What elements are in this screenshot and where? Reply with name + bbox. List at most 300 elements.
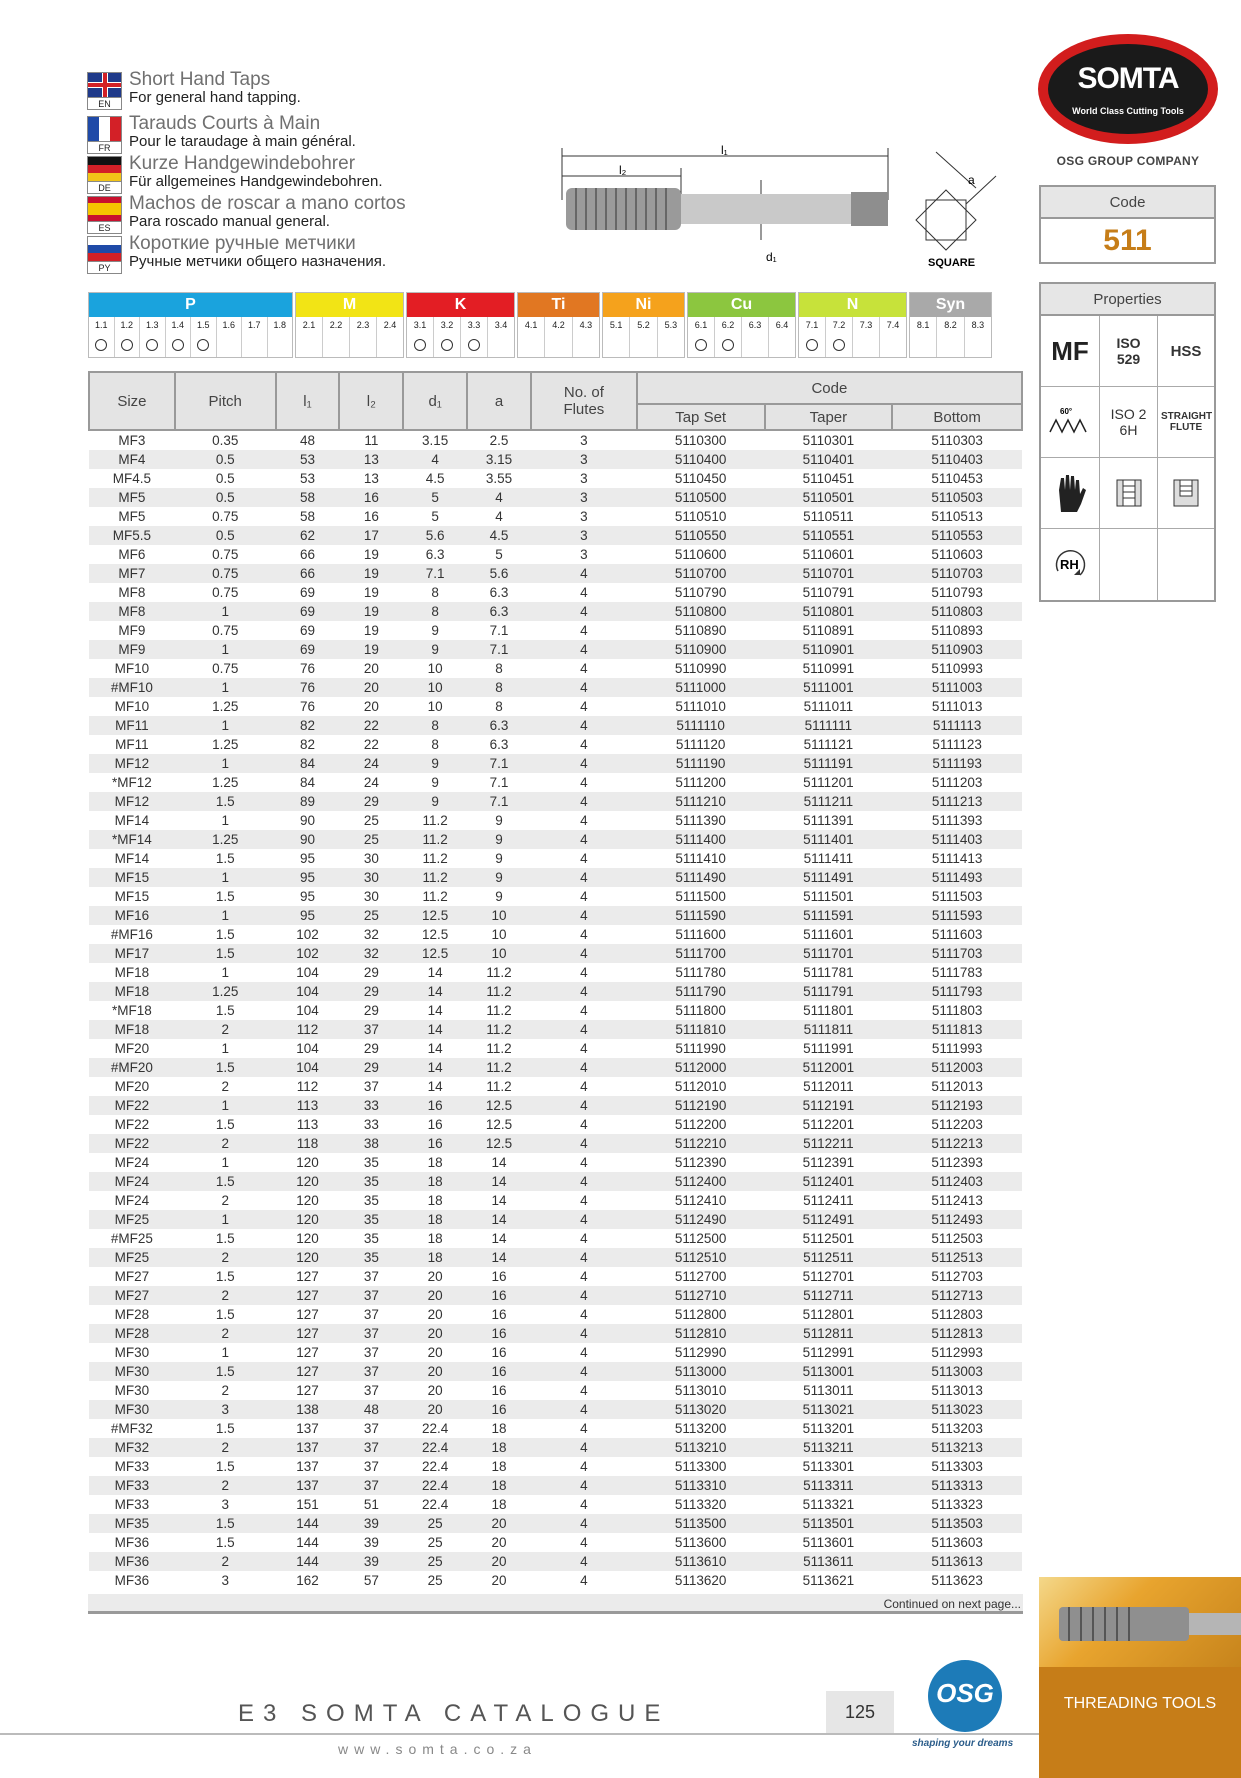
- cell-flutes: 4: [531, 1571, 637, 1590]
- cell-taper: 5111591: [765, 906, 893, 925]
- cell-bottom: 5113603: [892, 1533, 1022, 1552]
- cell-a: 12.5: [467, 1134, 531, 1153]
- cell-l2: 37: [339, 1020, 403, 1039]
- cell-flutes: 4: [531, 887, 637, 906]
- lang-subtitle: Ручные метчики общего назначения.: [129, 253, 387, 270]
- cell-tap-set: 5113320: [637, 1495, 765, 1514]
- cell-a: 12.5: [467, 1115, 531, 1134]
- cell-l1: 113: [276, 1096, 340, 1115]
- lang-subtitle: Para roscado manual general.: [129, 213, 330, 230]
- cell-taper: 5111111: [765, 716, 893, 735]
- cell-d1: 9: [403, 621, 467, 640]
- cell-bottom: 5111793: [892, 982, 1022, 1001]
- cell-size: MF12: [89, 754, 175, 773]
- cell-pitch: 1: [175, 602, 276, 621]
- cell-l2: 19: [339, 545, 403, 564]
- material-subgroup: 1.8: [273, 320, 286, 330]
- cell-pitch: 1.5: [175, 792, 276, 811]
- cell-flutes: 4: [531, 621, 637, 640]
- cell-l2: 37: [339, 1438, 403, 1457]
- cell-pitch: 1.5: [175, 1229, 276, 1248]
- cell-pitch: 1.5: [175, 1514, 276, 1533]
- table-row: [89, 1229, 1022, 1248]
- cell-l1: 76: [276, 678, 340, 697]
- cell-tap-set: 5113010: [637, 1381, 765, 1400]
- cell-taper: 5111401: [765, 830, 893, 849]
- cell-a: 16: [467, 1362, 531, 1381]
- table-row: [89, 1495, 1022, 1514]
- cell-flutes: 4: [531, 963, 637, 982]
- material-subgroup: 6.4: [775, 320, 789, 330]
- table-row: [89, 1172, 1022, 1191]
- cell-taper: 5112701: [765, 1267, 893, 1286]
- section-label: THREADING TOOLS: [1039, 1667, 1241, 1778]
- cell-taper: 5110511: [765, 507, 893, 526]
- cell-flutes: 4: [531, 1001, 637, 1020]
- cell-size: MF36: [89, 1571, 175, 1590]
- cell-a: 16: [467, 1267, 531, 1286]
- table-row: [89, 906, 1022, 925]
- material-subgroup: 1.2: [115, 317, 141, 357]
- cell-l2: 37: [339, 1343, 403, 1362]
- cell-l2: 37: [339, 1362, 403, 1381]
- cell-l1: 120: [276, 1172, 340, 1191]
- cell-a: 8: [467, 697, 531, 716]
- cell-l1: 66: [276, 564, 340, 583]
- cell-pitch: 1.5: [175, 1115, 276, 1134]
- cell-size: MF8: [89, 583, 175, 602]
- cell-bottom: 5111193: [892, 754, 1022, 773]
- cell-tap-set: 5110600: [637, 545, 765, 564]
- cell-taper: 5111121: [765, 735, 893, 754]
- lang-title: Tarauds Courts à Main: [129, 113, 321, 134]
- cell-pitch: 1.5: [175, 925, 276, 944]
- cell-bottom: 5112413: [892, 1191, 1022, 1210]
- cell-l1: 69: [276, 602, 340, 621]
- cell-bottom: 5110703: [892, 564, 1022, 583]
- cell-tap-set: 5112490: [637, 1210, 765, 1229]
- table-row: [89, 1324, 1022, 1343]
- table-row: [89, 621, 1022, 640]
- prop-mf: MF: [1041, 316, 1100, 387]
- cell-tap-set: 5110800: [637, 602, 765, 621]
- lang-code: FR: [88, 141, 121, 153]
- cell-flutes: 4: [531, 1381, 637, 1400]
- cell-flutes: 4: [531, 1476, 637, 1495]
- cell-bottom: 5110503: [892, 488, 1022, 507]
- table-row: [89, 1001, 1022, 1020]
- cell-pitch: 0.75: [175, 659, 276, 678]
- cell-tap-set: 5110510: [637, 507, 765, 526]
- cell-pitch: 1: [175, 963, 276, 982]
- cell-tap-set: 5112210: [637, 1134, 765, 1153]
- cell-a: 11.2: [467, 1058, 531, 1077]
- cell-l2: 29: [339, 1001, 403, 1020]
- suitable-circle-icon: [95, 339, 107, 351]
- cell-taper: 5113201: [765, 1419, 893, 1438]
- cell-d1: 16: [403, 1134, 467, 1153]
- osg-group-label: OSG GROUP COMPANY: [1056, 154, 1200, 168]
- cell-size: MF30: [89, 1381, 175, 1400]
- cell-flutes: 4: [531, 1438, 637, 1457]
- product-table: [88, 371, 1023, 1590]
- cell-a: 7.1: [467, 792, 531, 811]
- cell-taper: 5112511: [765, 1248, 893, 1267]
- cell-flutes: 3: [531, 430, 637, 450]
- cell-pitch: 1.5: [175, 1419, 276, 1438]
- cell-a: 16: [467, 1343, 531, 1362]
- cell-l2: 37: [339, 1324, 403, 1343]
- brand-tagline: World Class Cutting Tools: [1072, 106, 1184, 116]
- cell-size: MF14: [89, 811, 175, 830]
- table-row: [89, 830, 1022, 849]
- cell-l2: 29: [339, 982, 403, 1001]
- cell-a: 9: [467, 887, 531, 906]
- cell-d1: 22.4: [403, 1457, 467, 1476]
- prop-straight-flute: STRAIGHT FLUTE: [1158, 387, 1214, 458]
- cell-bottom: 5110603: [892, 545, 1022, 564]
- cell-l1: 84: [276, 754, 340, 773]
- prop-iso529: ISO 529: [1100, 316, 1158, 387]
- cell-taper: 5110991: [765, 659, 893, 678]
- table-row: [89, 450, 1022, 469]
- cell-pitch: 0.5: [175, 526, 276, 545]
- cell-a: 18: [467, 1438, 531, 1457]
- cell-size: MF4.5: [89, 469, 175, 488]
- cell-a: 10: [467, 906, 531, 925]
- cell-flutes: 4: [531, 640, 637, 659]
- cell-l1: 144: [276, 1552, 340, 1571]
- cell-size: MF28: [89, 1305, 175, 1324]
- table-row: [89, 1381, 1022, 1400]
- cell-tap-set: 5111790: [637, 982, 765, 1001]
- cell-size: *MF18: [89, 1001, 175, 1020]
- cell-l1: 151: [276, 1495, 340, 1514]
- svg-text:RH: RH: [1060, 556, 1079, 572]
- suitable-circle-icon: [414, 339, 426, 351]
- cell-size: MF33: [89, 1457, 175, 1476]
- cell-d1: 14: [403, 1039, 467, 1058]
- cell-a: 4.5: [467, 526, 531, 545]
- cell-size: MF36: [89, 1552, 175, 1571]
- cell-tap-set: 5111200: [637, 773, 765, 792]
- cell-pitch: 2: [175, 1552, 276, 1571]
- cell-flutes: 4: [531, 735, 637, 754]
- cell-size: #MF32: [89, 1419, 175, 1438]
- cell-tap-set: 5110300: [637, 430, 765, 450]
- cell-d1: 22.4: [403, 1476, 467, 1495]
- cell-flutes: 4: [531, 1039, 637, 1058]
- cell-size: MF36: [89, 1533, 175, 1552]
- cell-a: 6.3: [467, 716, 531, 735]
- cell-bottom: 5112493: [892, 1210, 1022, 1229]
- material-subgroup: 1.1: [89, 317, 115, 357]
- cell-tap-set: 5112000: [637, 1058, 765, 1077]
- table-row: [89, 697, 1022, 716]
- cell-tap-set: 5112390: [637, 1153, 765, 1172]
- table-row: [89, 1058, 1022, 1077]
- cell-flutes: 4: [531, 1305, 637, 1324]
- cell-tap-set: 5111390: [637, 811, 765, 830]
- cell-l1: 62: [276, 526, 340, 545]
- cell-flutes: 4: [531, 1419, 637, 1438]
- cell-tap-set: 5111700: [637, 944, 765, 963]
- material-subgroup: 2.3: [350, 317, 377, 357]
- cell-a: 3.15: [467, 450, 531, 469]
- table-row: [89, 1552, 1022, 1571]
- cell-a: 7.1: [467, 754, 531, 773]
- cell-tap-set: 5110700: [637, 564, 765, 583]
- cell-tap-set: 5112990: [637, 1343, 765, 1362]
- cell-bottom: 5111013: [892, 697, 1022, 716]
- cell-size: MF20: [89, 1077, 175, 1096]
- cell-l2: 37: [339, 1305, 403, 1324]
- cell-a: 14: [467, 1210, 531, 1229]
- cell-d1: 18: [403, 1172, 467, 1191]
- cell-flutes: 4: [531, 773, 637, 792]
- cell-pitch: 1.25: [175, 830, 276, 849]
- cell-tap-set: 5110500: [637, 488, 765, 507]
- cell-flutes: 4: [531, 697, 637, 716]
- cell-pitch: 2: [175, 1286, 276, 1305]
- table-row: [89, 526, 1022, 545]
- cell-bottom: 5111493: [892, 868, 1022, 887]
- material-subgroup: 2.1: [296, 317, 323, 357]
- cell-l2: 25: [339, 906, 403, 925]
- cell-taper: 5113501: [765, 1514, 893, 1533]
- table-row: [89, 1096, 1022, 1115]
- table-row: [89, 963, 1022, 982]
- cell-taper: 5110501: [765, 488, 893, 507]
- lang-title: Machos de roscar a mano cortos: [129, 193, 406, 214]
- cell-pitch: 1: [175, 678, 276, 697]
- suitable-circle-icon: [833, 339, 845, 351]
- cell-a: 8: [467, 659, 531, 678]
- cell-pitch: 1.25: [175, 773, 276, 792]
- cell-flutes: 4: [531, 1495, 637, 1514]
- footer-divider: [0, 1733, 1040, 1735]
- cell-l1: 69: [276, 621, 340, 640]
- cell-bottom: 5112003: [892, 1058, 1022, 1077]
- cell-taper: 5113211: [765, 1438, 893, 1457]
- cell-pitch: 2: [175, 1020, 276, 1039]
- cell-a: 6.3: [467, 583, 531, 602]
- cell-d1: 8: [403, 583, 467, 602]
- cell-taper: 5111191: [765, 754, 893, 773]
- table-row: [89, 754, 1022, 773]
- cell-d1: 20: [403, 1267, 467, 1286]
- cell-d1: 9: [403, 792, 467, 811]
- cell-l2: 37: [339, 1286, 403, 1305]
- cell-bottom: 5111813: [892, 1020, 1022, 1039]
- cell-pitch: 3: [175, 1400, 276, 1419]
- cell-pitch: 1: [175, 1153, 276, 1172]
- cell-pitch: 1: [175, 1096, 276, 1115]
- cell-d1: 10: [403, 659, 467, 678]
- lang-subtitle: Pour le taraudage à main général.: [129, 133, 356, 150]
- cell-taper: 5112491: [765, 1210, 893, 1229]
- cell-l1: 104: [276, 963, 340, 982]
- cell-flutes: 4: [531, 849, 637, 868]
- cell-flutes: 4: [531, 1400, 637, 1419]
- col-flutes: No. of Flutes: [531, 372, 637, 430]
- table-row: [89, 982, 1022, 1001]
- cell-bottom: 5113203: [892, 1419, 1022, 1438]
- cell-a: 9: [467, 830, 531, 849]
- cell-l1: 66: [276, 545, 340, 564]
- cell-l1: 69: [276, 640, 340, 659]
- cell-taper: 5112001: [765, 1058, 893, 1077]
- cell-l1: 104: [276, 1058, 340, 1077]
- cell-size: MF14: [89, 849, 175, 868]
- cell-flutes: 4: [531, 564, 637, 583]
- cell-flutes: 4: [531, 792, 637, 811]
- cell-l2: 11: [339, 430, 403, 450]
- cell-tap-set: 5111000: [637, 678, 765, 697]
- cell-size: MF9: [89, 640, 175, 659]
- material-group-label: N: [799, 293, 906, 317]
- cell-taper: 5113001: [765, 1362, 893, 1381]
- material-group-label: K: [407, 293, 514, 317]
- cell-flutes: 4: [531, 811, 637, 830]
- cell-a: 14: [467, 1229, 531, 1248]
- cell-pitch: 1: [175, 1343, 276, 1362]
- table-row: [89, 1438, 1022, 1457]
- table-row: [89, 925, 1022, 944]
- lang-subtitle: Für allgemeines Handgewindebohren.: [129, 173, 383, 190]
- col-pitch: Pitch: [175, 372, 276, 430]
- cell-a: 5.6: [467, 564, 531, 583]
- cell-size: MF12: [89, 792, 175, 811]
- cell-flutes: 4: [531, 1210, 637, 1229]
- cell-taper: 5112711: [765, 1286, 893, 1305]
- cell-bottom: 5110893: [892, 621, 1022, 640]
- cell-size: #MF10: [89, 678, 175, 697]
- cell-pitch: 1.5: [175, 1267, 276, 1286]
- threaded-section: [566, 188, 681, 230]
- cell-d1: 20: [403, 1362, 467, 1381]
- cell-d1: 12.5: [403, 944, 467, 963]
- cell-pitch: 2: [175, 1476, 276, 1495]
- cell-taper: 5111201: [765, 773, 893, 792]
- cell-l2: 37: [339, 1476, 403, 1495]
- cell-bottom: 5111603: [892, 925, 1022, 944]
- cell-taper: 5110601: [765, 545, 893, 564]
- cell-l2: 51: [339, 1495, 403, 1514]
- table-row: [89, 1191, 1022, 1210]
- table-row: [89, 1210, 1022, 1229]
- cell-l1: 58: [276, 507, 340, 526]
- cell-taper: 5110801: [765, 602, 893, 621]
- table-row: [89, 1571, 1022, 1590]
- cell-size: MF11: [89, 735, 175, 754]
- cell-taper: 5111701: [765, 944, 893, 963]
- cell-flutes: 4: [531, 1115, 637, 1134]
- col-size: Size: [89, 372, 175, 430]
- cell-size: MF25: [89, 1210, 175, 1229]
- cell-d1: 22.4: [403, 1495, 467, 1514]
- material-group-label: Syn: [910, 293, 991, 317]
- cell-a: 14: [467, 1172, 531, 1191]
- cell-bottom: 5111403: [892, 830, 1022, 849]
- table-row: [89, 1343, 1022, 1362]
- table-row: [89, 545, 1022, 564]
- cell-taper: 5113601: [765, 1533, 893, 1552]
- material-group-m: [295, 292, 404, 358]
- cell-taper: 5113311: [765, 1476, 893, 1495]
- cell-a: 2.5: [467, 430, 531, 450]
- cell-flutes: 4: [531, 830, 637, 849]
- cell-size: MF7: [89, 564, 175, 583]
- cell-l2: 19: [339, 602, 403, 621]
- material-subgroup: 1.7: [242, 317, 268, 357]
- table-row: [89, 430, 1022, 450]
- cell-flutes: 4: [531, 1229, 637, 1248]
- table-row: [89, 1077, 1022, 1096]
- cell-size: MF9: [89, 621, 175, 640]
- cell-pitch: 3: [175, 1495, 276, 1514]
- material-subgroup: 6.1: [688, 317, 715, 357]
- cell-l1: 127: [276, 1286, 340, 1305]
- cell-d1: 5.6: [403, 526, 467, 545]
- cell-l1: 120: [276, 1210, 340, 1229]
- cell-pitch: 2: [175, 1381, 276, 1400]
- lang-ru: [87, 233, 517, 274]
- material-subgroup: 5.3: [664, 320, 678, 330]
- cell-l2: 16: [339, 507, 403, 526]
- cell-tap-set: 5112190: [637, 1096, 765, 1115]
- suitable-circle-icon: [197, 339, 209, 351]
- cell-l1: 69: [276, 583, 340, 602]
- cell-a: 16: [467, 1286, 531, 1305]
- material-subgroup: 7.4: [886, 320, 900, 330]
- code-box: [1039, 185, 1216, 264]
- cell-size: MF15: [89, 887, 175, 906]
- website: www.somta.co.za: [338, 1741, 537, 1757]
- col-a: a: [467, 372, 531, 430]
- cell-flutes: 4: [531, 925, 637, 944]
- cell-l1: 89: [276, 792, 340, 811]
- cell-bottom: 5113613: [892, 1552, 1022, 1571]
- cell-taper: 5111001: [765, 678, 893, 697]
- cell-l1: 120: [276, 1229, 340, 1248]
- cell-taper: 5112411: [765, 1191, 893, 1210]
- cell-tap-set: 5112410: [637, 1191, 765, 1210]
- table-row: [89, 1020, 1022, 1039]
- hand-tap-icon: [1041, 458, 1100, 529]
- cell-bottom: 5112203: [892, 1115, 1022, 1134]
- material-group-ni: [602, 292, 685, 358]
- cell-d1: 20: [403, 1305, 467, 1324]
- cell-a: 20: [467, 1571, 531, 1590]
- threading-tool-image: [1039, 1577, 1241, 1667]
- table-row: [89, 1153, 1022, 1172]
- cell-flutes: 3: [531, 469, 637, 488]
- osg-logo: [928, 1660, 1002, 1732]
- cell-tap-set: 5111120: [637, 735, 765, 754]
- cell-a: 18: [467, 1476, 531, 1495]
- table-row: [89, 1305, 1022, 1324]
- cell-tap-set: 5110790: [637, 583, 765, 602]
- cell-d1: 25: [403, 1552, 467, 1571]
- cell-bottom: 5110403: [892, 450, 1022, 469]
- cell-tap-set: 5111410: [637, 849, 765, 868]
- cell-flutes: 4: [531, 982, 637, 1001]
- material-group-p: [88, 292, 293, 358]
- table-row: [89, 1400, 1022, 1419]
- cell-taper: 5110401: [765, 450, 893, 469]
- cell-tap-set: 5113020: [637, 1400, 765, 1419]
